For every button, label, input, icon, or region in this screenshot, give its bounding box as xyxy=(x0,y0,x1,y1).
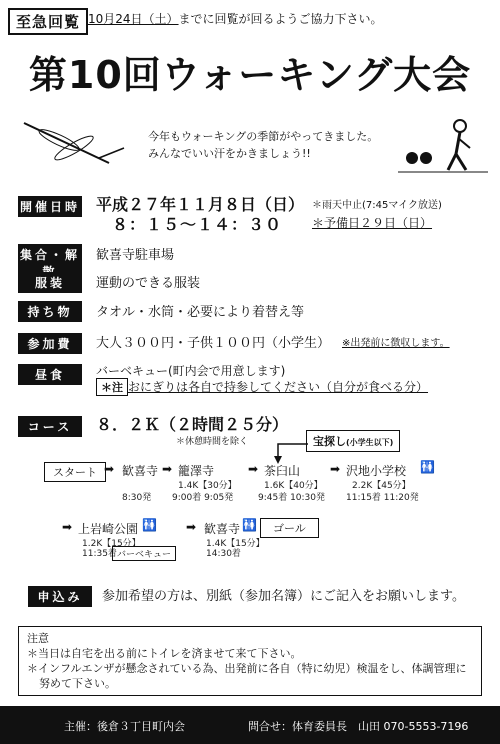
stop-3-name: 茶臼山 xyxy=(264,464,301,478)
reserve-date: ＊予備日２９日（日） xyxy=(312,216,433,230)
lunch-note: おにぎりは各自で持参してください（自分が食べる分） xyxy=(128,380,429,394)
notice-date: 10月24日（土） xyxy=(88,12,179,26)
stop-3-time: 9:45着 10:30発 xyxy=(258,493,326,503)
stop-2-name: 籠澤寺 xyxy=(178,464,215,478)
notice-text: までに回覧が回るようご協力下さい。 xyxy=(178,12,383,26)
circulation-notice xyxy=(88,10,383,27)
notes-box xyxy=(18,626,482,696)
urgent-badge: 至急回覧 xyxy=(8,8,88,35)
lunch-value: バーベキュー(町内会で用意します) xyxy=(96,364,286,378)
treasure-sub: (小学生以下) xyxy=(346,438,394,447)
dragonfly-icon xyxy=(14,118,134,173)
footer-bar xyxy=(0,706,500,744)
course-sub: ＊休憩時間を除く xyxy=(176,437,249,447)
footer-contact: 問合せ：体育委員長 山田 070-5553-7196 xyxy=(248,720,469,733)
stop-6-dist: 1.4K【15分】 xyxy=(206,539,265,549)
arrow-icon: ➡ xyxy=(330,462,341,476)
stop-5-dist: 1.2K【15分】 xyxy=(82,539,141,549)
stop-2-dist: 1.4K【30分】 xyxy=(178,481,237,491)
page-title: 第10回ウォーキング大会 xyxy=(28,53,472,97)
arrow-icon: ➡ xyxy=(248,462,259,476)
event-date: 平成２７年１１月８日（日） xyxy=(96,195,305,214)
stop-6-name: 歓喜寺 xyxy=(204,522,241,536)
start-marker: スタート xyxy=(44,462,106,482)
arrow-icon: ➡ xyxy=(104,462,115,476)
fee-note: ※出発前に徴収します。 xyxy=(342,338,450,349)
arrow-icon: ➡ xyxy=(162,462,173,476)
date-label: 開催日時 xyxy=(18,196,82,217)
arrow-icon: ➡ xyxy=(186,520,197,534)
items-label: 持ち物 xyxy=(18,301,82,322)
course-distance: ８．２Ｋ（２時間２５分） xyxy=(96,415,289,434)
event-time: ８：１５～１４：３０ xyxy=(112,215,283,234)
rain-note: ＊雨天中止(7:45マイク放送) xyxy=(312,200,442,211)
footer-host: 主催：後倉３丁目町内会 xyxy=(64,720,185,733)
meeting-place: 歓喜寺駐車場 xyxy=(96,248,175,263)
stop-5-time: 11:35着 xyxy=(82,549,117,559)
items-value: タオル・水筒・必要により着替え等 xyxy=(96,305,305,320)
intro-line-2: みんなでいい汗をかきましょう!! xyxy=(148,147,311,160)
lunch-label: 昼食 xyxy=(18,364,82,385)
apply-text: 参加希望の方は、別紙（参加名簿）にご記入をお願いします。 xyxy=(102,589,465,604)
intro-line-1: 今年もウォーキングの季節がやってきました。 xyxy=(148,130,379,143)
treasure-label: 宝探し xyxy=(313,435,346,448)
course-label: コース xyxy=(18,416,82,437)
stop-6-time: 14:30着 xyxy=(206,549,241,559)
notes-heading: 注意 xyxy=(27,632,49,645)
restroom-icon: 🚻 xyxy=(242,518,257,532)
stop-5-name: 上岩崎公園 xyxy=(78,522,139,536)
apply-label: 申込み xyxy=(28,586,92,607)
restroom-icon: 🚻 xyxy=(420,460,435,474)
stop-1-name: 歓喜寺 xyxy=(122,464,159,478)
restroom-icon: 🚻 xyxy=(142,518,157,532)
goal-marker: ゴール xyxy=(260,518,319,538)
stop-4-dist: 2.2K【45分】 xyxy=(352,481,411,491)
stop-4-time: 11:15着 11:20発 xyxy=(346,493,419,503)
stop-4-name: 沢地小学校 xyxy=(346,464,407,478)
arrow-icon: ➡ xyxy=(62,520,73,534)
fee-value: 大人３００円・子供１００円（小学生） xyxy=(96,336,331,351)
clothing-label: 服装 xyxy=(18,272,82,293)
bbq-tag: バーベキュー xyxy=(112,546,176,561)
notes-line-3: 努めて下さい。 xyxy=(39,677,116,690)
notes-line-2: ＊インフルエンザが懸念されている為、出発前に各自（特に幼児）検温をし、体調管理に xyxy=(27,662,467,675)
notes-line-1: ＊当日は自宅を出る前にトイレを済ませて来て下さい。 xyxy=(27,647,302,660)
stop-1-time: 8:30発 xyxy=(122,493,152,503)
intro-text xyxy=(148,128,378,162)
lunch-note-tag: ＊注 xyxy=(96,378,128,396)
stop-3-dist: 1.6K【40分】 xyxy=(264,481,323,491)
fee-label: 参加費 xyxy=(18,333,82,354)
clothing-value: 運動のできる服装 xyxy=(96,276,201,291)
meeting-label: 集合・解 xyxy=(18,244,82,282)
walker-illustration-icon xyxy=(398,118,488,180)
stop-2-time: 9:00着 9:05発 xyxy=(172,493,234,503)
